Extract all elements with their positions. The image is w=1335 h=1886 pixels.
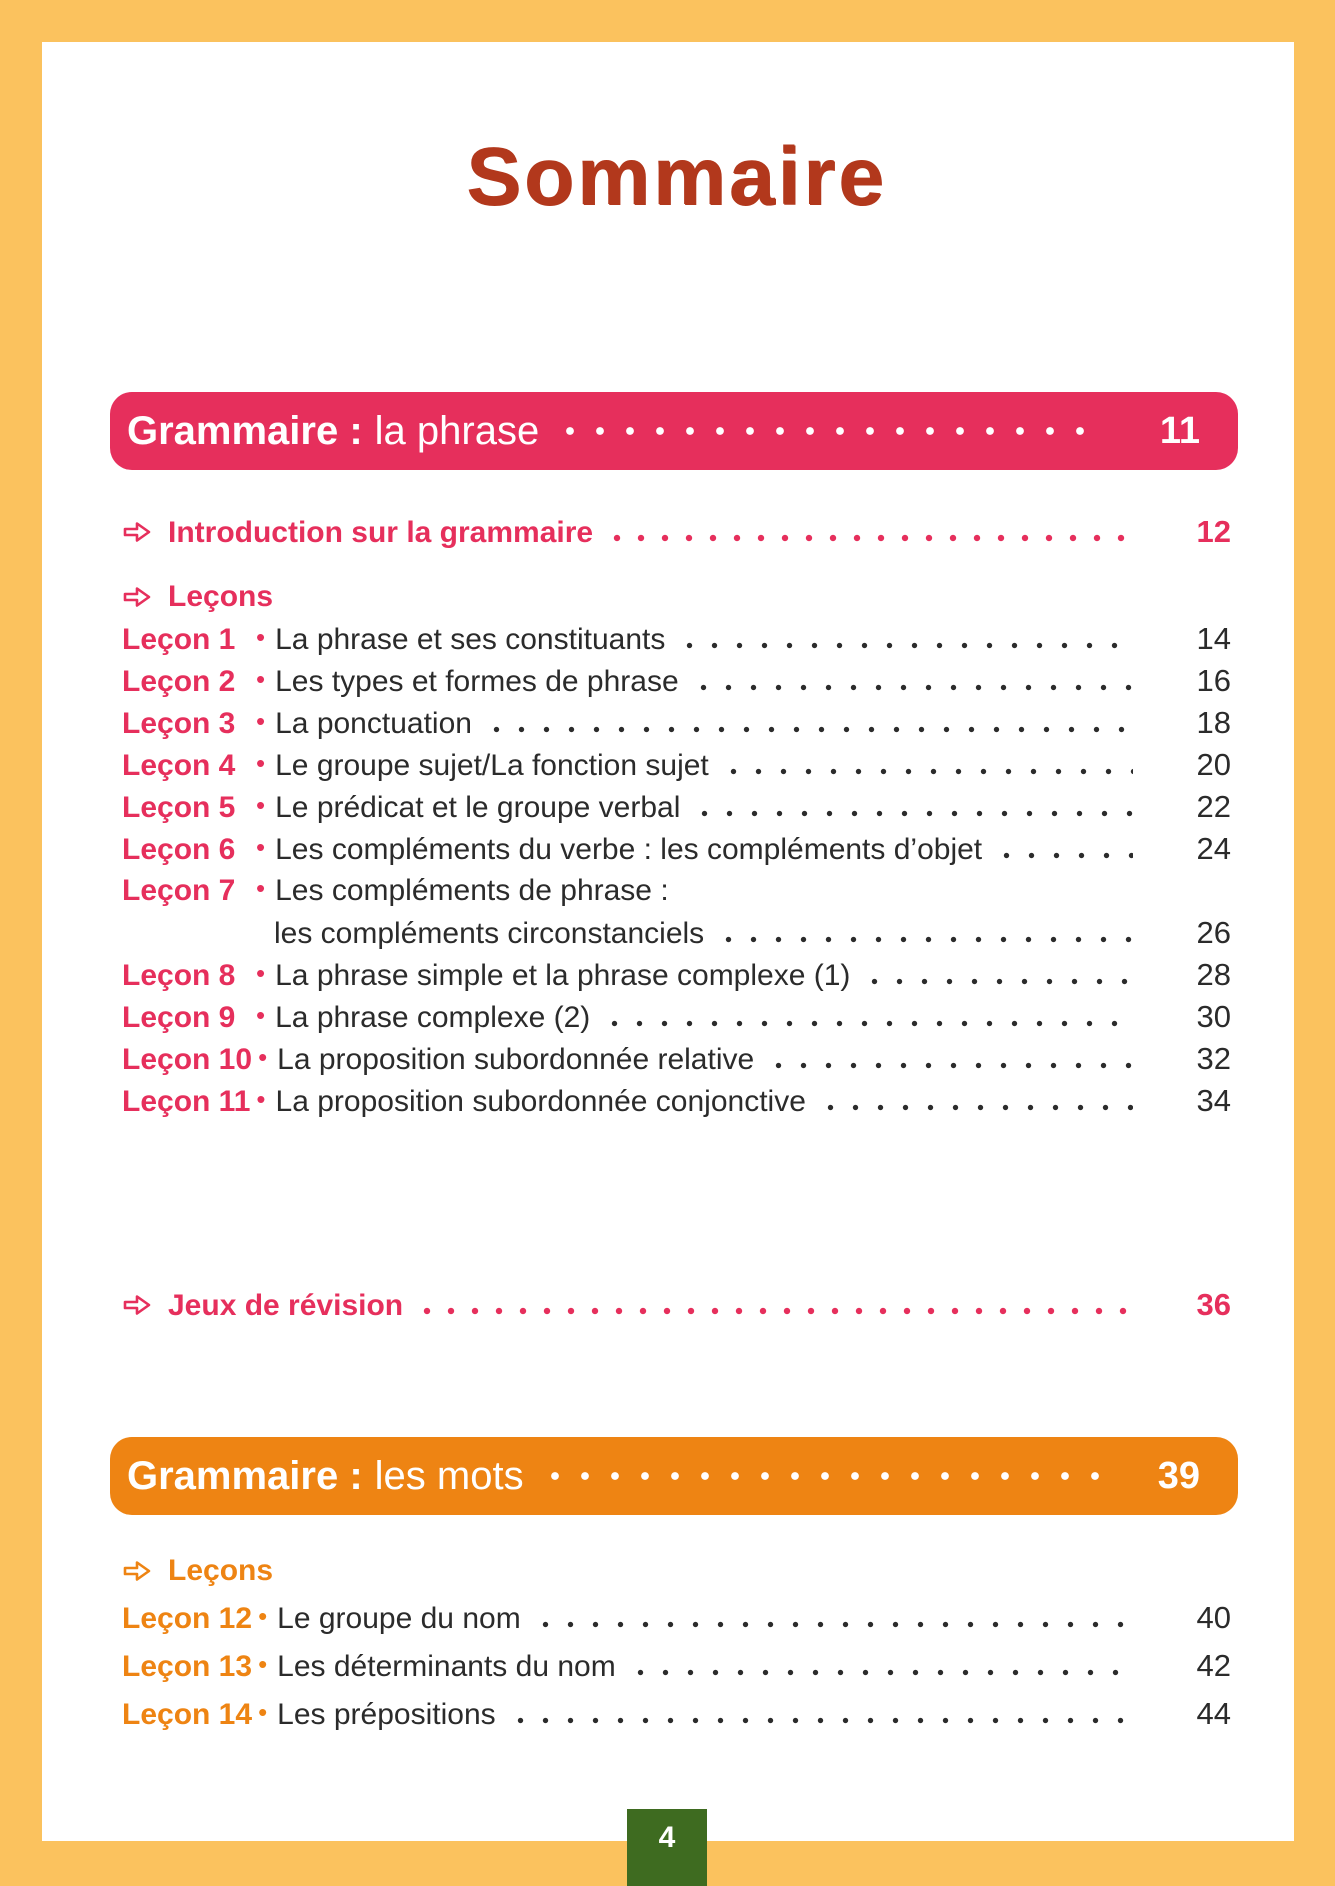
entry-page-number: 36 [1196,1287,1231,1322]
lesson-label: Leçon 2 [122,665,236,698]
lesson-label: Leçon 4 [122,749,236,782]
bullet-icon: • [256,748,266,778]
dot-leader [691,684,1133,691]
dot-leader [994,852,1133,859]
bullet-icon: • [256,1000,266,1030]
banner-label-bold: Grammaire : [127,408,363,453]
section-grammaire-les-mots [122,1437,1231,1738]
dot-leader [605,534,1133,542]
banner-label-regular: les mots [374,1453,524,1498]
lesson-title: La proposition subordonnée conjonctive [275,1085,806,1118]
lesson-label: Leçon 12 [122,1602,253,1635]
lesson-page-number: 34 [1196,1083,1231,1118]
lesson-title: Les compléments du verbe : les compléments d’objet [275,833,983,866]
banner-label-bold: Grammaire : [127,1453,363,1498]
lessons-heading [122,1550,1231,1592]
dot-leader [484,726,1133,733]
lesson-row [122,1038,1231,1080]
lesson-row [122,786,1231,828]
folio-page-number-box [627,1809,707,1886]
arrow-right-icon [122,585,152,609]
lesson-row [122,1642,1231,1690]
banner-page-number: 39 [1157,1454,1200,1497]
lesson-page-number: 22 [1196,789,1231,824]
lesson-row [122,702,1231,744]
entry-page-number: 12 [1196,514,1231,549]
bullet-icon: • [256,790,266,820]
lesson-row [122,996,1231,1038]
lesson-label: Leçon 7 [122,874,236,907]
lesson-label: Leçon 11 [122,1085,251,1118]
lesson-row [122,1594,1231,1642]
lesson-row [122,828,1231,870]
lesson-row [122,1690,1231,1738]
lesson-row [122,744,1231,786]
lesson-page-number: 18 [1196,705,1231,740]
lesson-list [122,618,1231,1122]
lesson-label: Leçon 14 [122,1698,253,1731]
banner-page-number: 11 [1159,409,1200,452]
bullet-icon: • [258,1042,268,1072]
lesson-label: Leçon 10 [122,1043,253,1076]
lesson-row [122,870,1231,912]
lesson-title: Les prépositions [277,1698,496,1731]
lesson-page-number: 24 [1196,831,1231,866]
arrow-right-icon [122,520,152,544]
lesson-row [122,954,1231,996]
lesson-page-number: 20 [1196,747,1231,782]
lesson-title: Le groupe sujet/La fonction sujet [275,749,709,782]
dot-leader [862,978,1133,985]
bullet-icon: • [256,1084,266,1114]
lesson-title: Le prédicat et le groupe verbal [275,791,681,824]
dot-leader [766,1062,1133,1069]
dot-leader [540,1471,1100,1481]
bullet-icon: • [256,958,266,988]
dot-leader [602,1020,1133,1027]
folio-page-number: 4 [658,1821,676,1854]
entry-label: Jeux de révision [168,1289,404,1322]
dot-leader [818,1104,1133,1111]
table-of-contents [122,42,1231,1738]
lesson-row [122,1080,1231,1122]
lesson-row [122,660,1231,702]
lesson-title: Les types et formes de phrase [275,665,679,698]
lesson-page-number: 30 [1196,999,1231,1034]
lesson-label: Leçon 3 [122,707,236,740]
page-title: Sommaire [466,131,887,222]
lesson-title: Le groupe du nom [277,1602,521,1635]
lesson-title: La phrase simple et la phrase complexe (1) [275,959,851,992]
bullet-icon: • [256,832,266,862]
lesson-label: Leçon 5 [122,791,236,824]
page-sheet [42,42,1294,1841]
bullet-icon: • [258,1649,268,1679]
lesson-page-number: 42 [1196,1648,1231,1683]
lessons-heading-label: Leçons [168,1554,274,1587]
toc-entry-introduction [122,511,1231,553]
section-grammaire-la-phrase [122,392,1231,1326]
lesson-title: les compléments circonstanciels [274,917,705,950]
lesson-title: Les déterminants du nom [277,1650,616,1683]
dot-leader [555,426,1100,436]
lesson-list [122,1594,1231,1738]
lesson-label: Leçon 9 [122,1001,236,1034]
lessons-heading-label: Leçons [168,580,274,613]
lesson-title: La ponctuation [275,707,472,740]
bullet-icon: • [256,873,266,903]
bullet-icon: • [258,1697,268,1727]
bullet-icon: • [256,664,266,694]
dot-leader [415,1307,1133,1315]
lesson-page-number: 32 [1196,1041,1231,1076]
lesson-label: Leçon 8 [122,959,236,992]
lesson-title: La phrase complexe (2) [275,1001,591,1034]
lesson-title: Les compléments de phrase : [275,874,669,907]
bullet-icon: • [256,622,266,652]
lesson-label: Leçon 6 [122,833,236,866]
arrow-right-icon [122,1559,152,1583]
lesson-title: La proposition subordonnée relative [277,1043,755,1076]
section-banner [110,1437,1238,1515]
section-banner [110,392,1238,470]
lesson-row [122,912,1231,954]
lesson-page-number: 26 [1196,915,1231,950]
dot-leader [533,1621,1133,1628]
lessons-heading [122,576,1231,618]
entry-label: Introduction sur la grammaire [168,516,594,549]
banner-label-regular: la phrase [374,408,540,453]
bullet-icon: • [258,1601,268,1631]
lesson-label: Leçon 13 [122,1650,253,1683]
lesson-page-number: 28 [1196,957,1231,992]
lesson-page-number: 14 [1196,621,1231,656]
lesson-row [122,618,1231,660]
lesson-label: Leçon 1 [122,623,236,656]
dot-leader [721,768,1133,775]
dot-leader [677,642,1133,649]
bullet-icon: • [256,706,266,736]
dot-leader [628,1669,1133,1676]
lesson-page-number: 16 [1196,663,1231,698]
lesson-page-number: 40 [1196,1600,1231,1635]
dot-leader [508,1717,1133,1724]
toc-entry-jeux-de-revision [122,1284,1231,1326]
lesson-page-number: 44 [1196,1696,1231,1731]
dot-leader [716,936,1133,943]
dot-leader [692,810,1133,817]
lesson-title: La phrase et ses constituants [275,623,666,656]
arrow-right-icon [122,1293,152,1317]
